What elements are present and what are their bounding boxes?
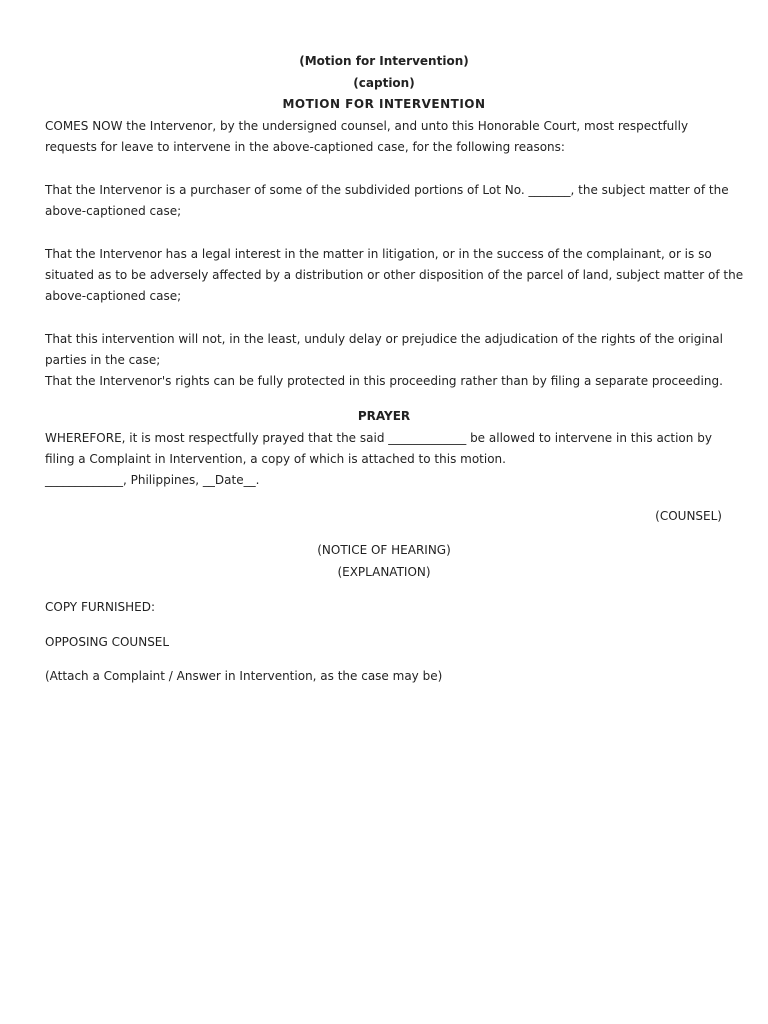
counsel-signature: (COUNSEL): [655, 509, 722, 523]
prayer-heading: PRAYER: [357, 409, 411, 423]
motion-title: MOTION FOR INTERVENTION: [282, 97, 486, 111]
copy-furnished-label: COPY FURNISHED:: [45, 600, 155, 614]
prayer-line-2: filing a Complaint in Intervention, a copy of which is attached to this motion.: [45, 452, 506, 466]
intro-line-1: COMES NOW the Intervenor, by the undersigned counsel, and unto this Honorable Court, most respectfully: [45, 119, 689, 133]
explanation-label: (EXPLANATION): [337, 565, 431, 579]
reason-3-line-2: parties in the case;: [45, 353, 161, 367]
notice-of-hearing: (NOTICE OF HEARING): [317, 543, 451, 557]
prayer-line-1: WHEREFORE, it is most respectfully prayed that the said _____________ be allowed to intervene in this action by: [45, 431, 712, 445]
reason-2-line-2: situated as to be adversely affected by a distribution or other disposition of the parcel of land, subject matter of the: [45, 268, 744, 282]
intro-line-2: requests for leave to intervene in the above-captioned case, for the following reasons:: [45, 140, 565, 154]
caption-label: (caption): [353, 76, 415, 90]
reason-1-line-2: above-captioned case;: [45, 204, 182, 218]
prayer-line-3: _____________, Philippines, __Date__.: [45, 473, 260, 487]
reason-2-line-3: above-captioned case;: [45, 289, 182, 303]
reason-4-line-1: That the Intervenor's rights can be fully protected in this proceeding rather than by filing a separate proceeding.: [45, 374, 723, 388]
opposing-counsel-label: OPPOSING COUNSEL: [45, 635, 170, 649]
attach-note: (Attach a Complaint / Answer in Intervention, as the case may be): [45, 669, 443, 683]
reason-2-line-1: That the Intervenor has a legal interest in the matter in litigation, or in the success of the complainant, or is so: [45, 247, 712, 261]
reason-3-line-1: That this intervention will not, in the least, unduly delay or prejudice the adjudication of the rights of the original: [45, 332, 723, 346]
form-title: (Motion for Intervention): [299, 54, 469, 68]
reason-1-line-1: That the Intervenor is a purchaser of some of the subdivided portions of Lot No. _______, the subject matter of the: [45, 183, 729, 197]
